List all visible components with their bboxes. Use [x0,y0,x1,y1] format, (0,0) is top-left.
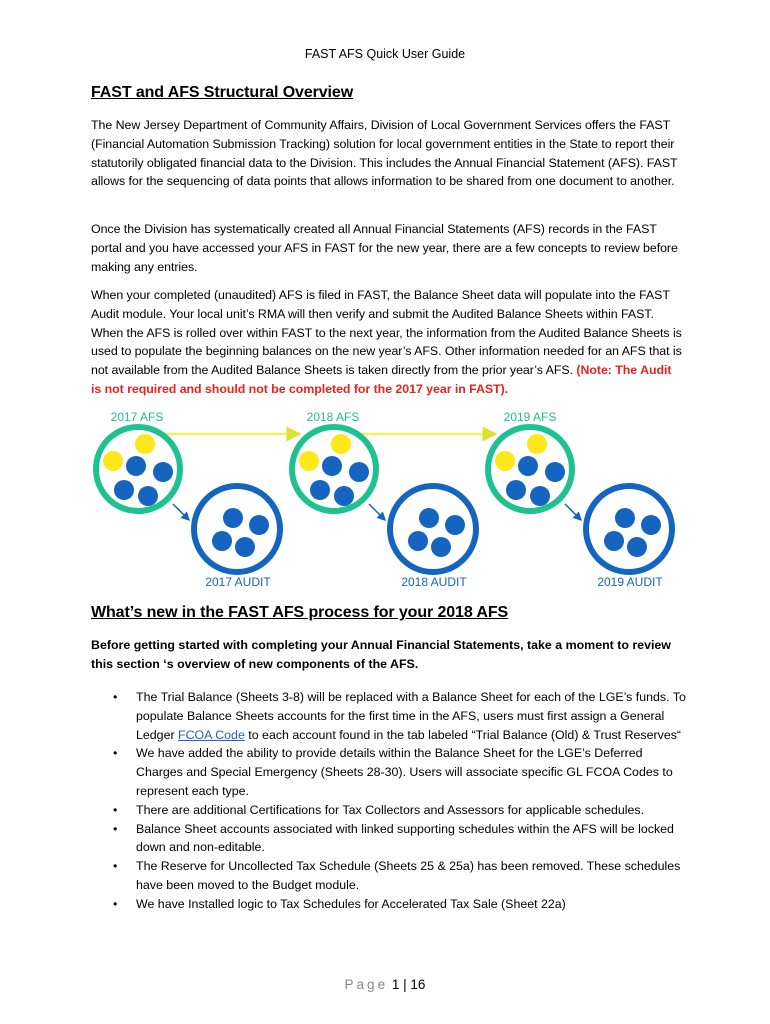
audit-label-2017: 2017 AUDIT [205,575,271,589]
audit-arrow-2017 [173,504,189,520]
afs-circle-2019 [488,427,572,511]
paragraph-concepts: Once the Division has systematically created all Annual Financial Statements (AFS) records in the FAST portal and you have accessed your AFS in FAST for the new year, there are a few concepts to review before making any entries. [91,222,678,274]
afs-label-2017: 2017 AFS [110,410,164,424]
whats-new-list [91,688,691,914]
afs-circle-2017 [96,427,180,511]
page-header: FAST AFS Quick User Guide [304,47,466,61]
whats-new-intro: Before getting started with completing your Annual Financial Statements, take a moment to review this section ‘s overview of new components of the AFS. [91,638,671,671]
page-footer [0,977,770,992]
page-word: Page [344,977,389,992]
afs-circle-2018 [292,427,376,511]
audit-circle-2019 [586,486,672,572]
list-item: • Balance Sheet accounts associated with linked supporting schedules within the AFS will be locked down and non-editable. [91,820,691,858]
paragraph-audit-text: When your completed (unaudited) AFS is filed in FAST, the Balance Sheet data will populate into the FAST Audit module. Your local unit’s RMA will then verify and submit the Audited Balance Sheets within FAST. When the AFS is rolled over within FAST to the next year, the information from the Audited Balance Sheets is used to populate the beginning balances on the new year’s AFS. Other information needed for an AFS that is not available from the Audited Balance Sheets is taken directly from the prior year’s AFS. [91,288,682,378]
fcoa-code-link[interactable]: FCOA Code [178,727,245,742]
audit-arrow-2019 [565,504,581,520]
audit-circle-2018 [390,486,476,572]
list-item: • There are additional Certifications for Tax Collectors and Assessors for applicable schedules. [91,801,691,820]
page-number: 1 [391,977,400,992]
list-item [91,688,691,744]
afs-label-2019: 2019 AFS [503,410,557,424]
audit-label-2019: 2019 AUDIT [597,575,663,589]
section-heading-whats-new: What’s new in the FAST AFS process for your 2018 AFS [91,604,509,621]
section-heading-overview: FAST and AFS Structural Overview [91,84,354,101]
paragraph-intro: The New Jersey Department of Community Affairs, Division of Local Government Services offers the FAST (Financial Automation Submission Tracking) solution for local government entities in the State to report their statutorily obligated financial data to the Division. This includes the Annual Financial Statement (AFS). FAST allows for the sequencing of data points that allows information to be shared from one document to another. [91,118,678,189]
paragraph-audit-flow [91,286,683,399]
audit-label-2018: 2018 AUDIT [401,575,467,589]
list-item: • We have added the ability to provide details within the Balance Sheet for the LGE’s Deferred Charges and Special Emergency (Sheets 28-30). Users will associate specific GL FCOA Codes to represent each type. [91,744,691,800]
afs-audit-flow-diagram [85,404,685,594]
audit-arrow-2018 [369,504,385,520]
afs-label-2018: 2018 AFS [306,410,360,424]
audit-circle-2017 [194,486,280,572]
audit-note: (Note: The Audit is not required and should not be completed for the 2017 year in FAST). [91,363,672,396]
list-item: • We have Installed logic to Tax Schedules for Accelerated Tax Sale (Sheet 22a) [91,895,691,914]
total-pages: 16 [410,977,426,992]
list-item-text: The Trial Balance (Sheets 3-8) will be replaced with a Balance Sheet for each of the LGE’s funds. To populate Balance Sheets accounts for the first time in the AFS, users must first assign a General Ledger [136,690,686,742]
list-item-text: to each account found in the tab labeled “Trial Balance (Old) & Trust Reserves“ [244,727,682,742]
list-item: • The Reserve for Uncollected Tax Schedule (Sheets 25 & 25a) has been removed. These schedules have been moved to the Budget module. [91,857,691,895]
page-separator: | [403,977,407,992]
